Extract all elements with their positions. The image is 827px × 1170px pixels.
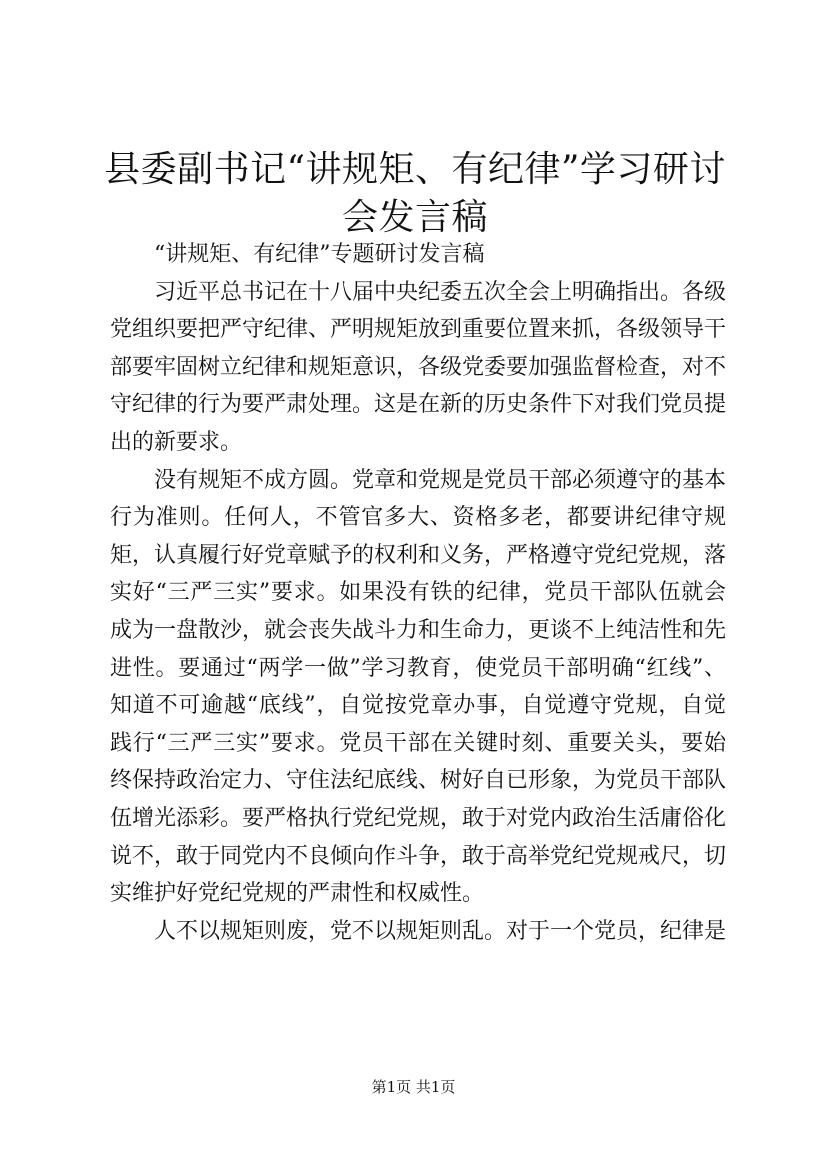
body-paragraph: 没有规矩不成方圆。党章和党规是党员干部必须遵守的基本行为准则。任何人，不管官多大、资格多老，都要讲纪律守规矩，认真履行好党章赋予的权利和义务，严格遵守党纪党规，落实好“三严三实”要求。如果没有铁的纪律，党员干部队伍就会成为一盘散沙，就会丧失战斗力和生命力，更谈不上纯洁性和先进性。要通过“两学一做”学习教育，使党员干部明确“红线”、知道不可逾越“底线”，自觉按党章办事，自觉遵守党规，自觉践行“三严三实”要求。党员干部在关键时刻、重要关头，要始终保持政治定力、守住法纪底线、树好自已形象，为党员干部队伍增光添彩。要严格执行党纪党规，敢于对党内政治生活庸俗化说不，敢于同党内不良倾向作斗争，敢于高举党纪党规戒尺，切实维护好党纪党规的严肃性和权威性。 (110, 467, 727, 907)
document-title: 县委副书记“讲规矩、有纪律”学习研讨会发言稿 (104, 149, 726, 238)
subtitle-paragraph: “讲规矩、有纪律”专题研讨发言稿 (154, 242, 485, 267)
body-paragraph: 人不以规矩则废，党不以规矩则乱。对于一个党员，纪律是 (154, 918, 727, 944)
body-paragraph: 习近平总书记在十八届中央纪委五次全会上明确指出。各级党组织要把严守纪律、严明规矩放到重要位置来抓，各级领导干部要牢固树立纪律和规矩意识，各级党委要加强监督检查，对不守纪律的行为要严肃处理。这是在新的历史条件下对我们党员提出的新要求。 (110, 279, 727, 455)
document-body (110, 236, 726, 950)
page-footer: 第1页 共1页 (371, 1078, 456, 1096)
